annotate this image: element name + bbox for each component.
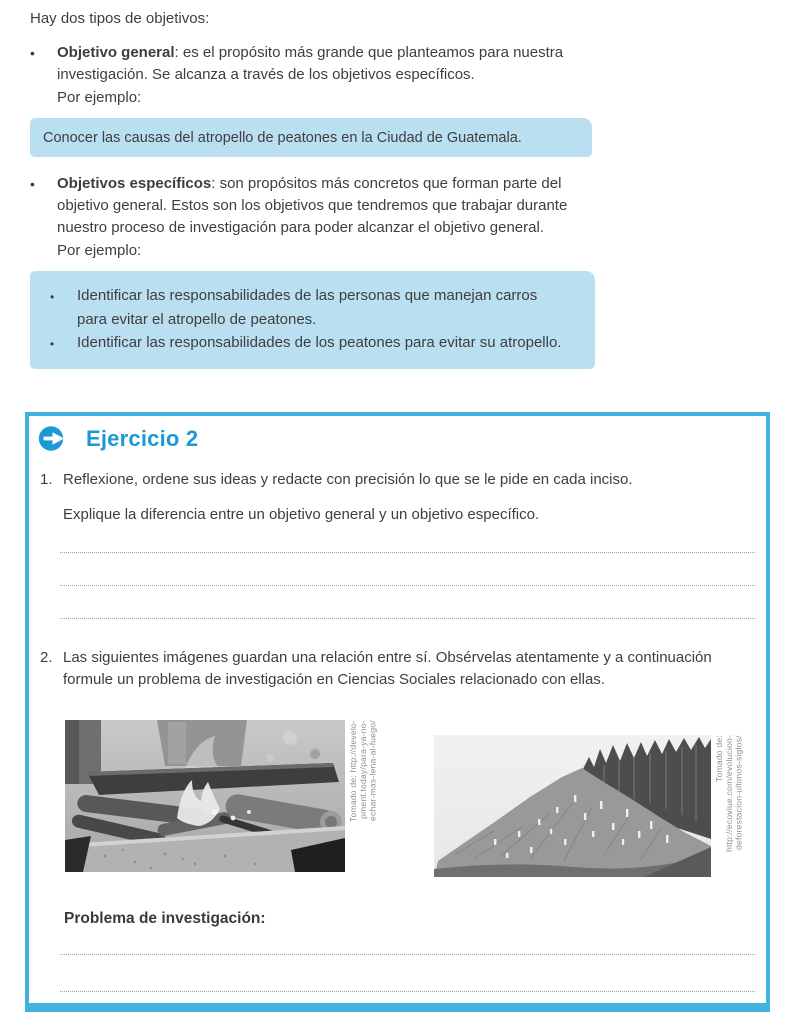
bullet-body	[57, 173, 605, 262]
objetivos-especificos-term: Objetivos específicos	[57, 175, 212, 192]
intro-heading: Hay dos tipos de objetivos:	[30, 10, 210, 27]
photo-deforestation-figure	[434, 735, 744, 877]
answer-line	[60, 954, 755, 955]
photo-firewood-figure	[65, 720, 378, 872]
objetivos-especificos-text	[57, 173, 605, 239]
por-ejemplo-label-2: Por ejemplo:	[57, 242, 142, 259]
caption-line: echar-mas-lena-al-fuego/	[367, 720, 378, 821]
exercise-box	[25, 412, 770, 1012]
item-1-prompt: Explique la diferencia entre un objetivo general y un objetivo específico.	[63, 506, 540, 523]
example-highlight-especificos	[30, 271, 595, 369]
example-item-text: Identificar las responsabilidades de las personas que manejan carros para evitar el atropello de peatones.	[77, 287, 538, 328]
bullet-objetivos-especificos	[30, 173, 615, 262]
caption-line: deforestacion-ultimos-siglos/	[733, 735, 744, 850]
example-general-text: Conocer las causas del atropello de peatones en la Ciudad de Guatemala.	[43, 130, 522, 146]
firewood-photo	[65, 720, 345, 872]
caption-line: Tomado de: http://develo-	[348, 720, 358, 822]
deforestation-photo	[434, 735, 711, 877]
answer-line	[60, 585, 755, 586]
example-item-text: Identificar las responsabilidades de los peatones para evitar su atropello.	[77, 334, 562, 351]
item-text: Reflexione, ordene sus ideas y redacte con precisión lo que se le pide en cada inciso.	[63, 471, 633, 488]
caption-line: http://ecoviue.com/evolucion-	[724, 735, 735, 853]
exercise-header	[38, 425, 766, 452]
answer-line	[60, 552, 755, 553]
objetivo-general-definition: : es el propósito más grande que planteamos para nuestra investigación. Se alcanza a través de los objetivos específicos.	[57, 44, 564, 83]
example-highlight-general	[30, 118, 592, 157]
example-item-1	[50, 284, 579, 331]
exercise-item-2	[40, 647, 766, 691]
item-text: Las siguientes imágenes guardan una relación entre sí. Obsérvelas atentamente y a continuación formule un problema de investigación en Ciencias Sociales relacionado con ellas.	[63, 649, 712, 688]
problem-label: Problema de investigación:	[64, 910, 266, 927]
bullet-marker: •	[30, 176, 35, 192]
bullet-marker: •	[30, 45, 35, 61]
photo-source-caption	[349, 720, 378, 872]
por-ejemplo-label-1: Por ejemplo:	[57, 89, 142, 106]
item-number: 2.	[40, 649, 53, 666]
bullet-marker: •	[50, 337, 55, 351]
exercise-title: Ejercicio 2	[86, 425, 199, 451]
answer-line	[60, 991, 755, 992]
photo-source-caption	[715, 735, 744, 877]
answer-line	[60, 618, 755, 619]
objetivo-general-text	[57, 42, 605, 86]
bullet-body	[57, 42, 605, 109]
bullet-marker: •	[50, 290, 55, 304]
intro-section	[30, 8, 615, 369]
bullet-objetivo-general	[30, 42, 615, 109]
exercise-item-1	[40, 469, 766, 491]
objetivos-especificos-definition: : son propósitos más concretos que forman parte del objetivo general. Estos son los objetivos que tendremos que trabajar durante nuestro proceso de investigación para poder alcanzar el objetivo general.	[57, 175, 568, 236]
item-number: 1.	[40, 471, 53, 488]
objetivo-general-term: Objetivo general	[57, 44, 175, 61]
circular-arrow-icon	[38, 425, 65, 452]
example-item-2	[50, 331, 579, 357]
images-row	[65, 720, 766, 877]
caption-line: pment.today/para-ya-no-	[357, 720, 368, 819]
caption-line: Tomado de:	[714, 735, 725, 782]
